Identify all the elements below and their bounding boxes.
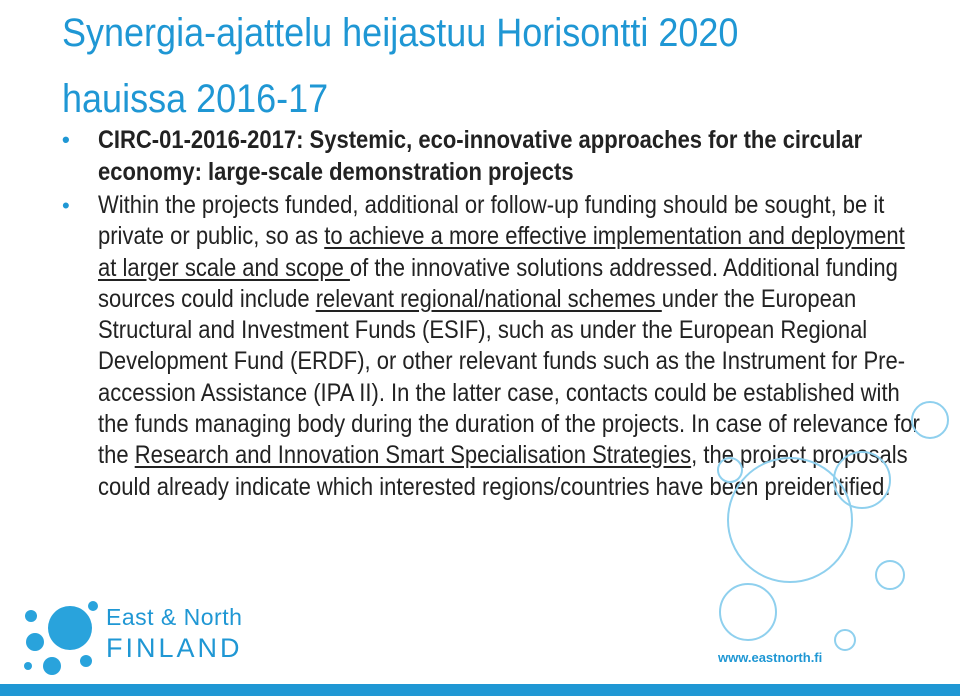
underlined-phrase-1: to achieve a more effective implementation and deployment at larger scale and scope: [98, 222, 905, 282]
title-line-1: Synergia-ajattelu heijastuu Horisontti 2020: [62, 11, 739, 55]
bottom-accent-bar: [0, 684, 960, 696]
logo-dot: [88, 601, 98, 611]
logo-dot: [24, 662, 32, 670]
bubble-outline: [835, 630, 855, 650]
bullet-2-part-3: under the European Structural and Investment Funds (ESIF), such as under the European Regional Development Fund (ERDF), or other relevant funds such as the Instrument for Pre-accession Assistance (IPA II). In the latter case, contacts could be established with the funds managing body during the duration of the projects. In case of relevance for the: [98, 284, 920, 470]
logo-dot: [80, 655, 92, 667]
logo-text-line-1: East & North: [106, 604, 243, 630]
bubble-outline: [720, 584, 776, 640]
title-line-2: hauissa 2016-17: [62, 77, 329, 121]
logo-dot: [25, 610, 37, 622]
bullet-2-part-4: , the project proposals could already indicate which interested regions/countries have been preidentified.: [98, 441, 908, 501]
logo-dot: [48, 606, 92, 650]
logo-dot: [26, 633, 44, 651]
bullet-2-part-1: Within the projects funded, additional or follow-up funding should be sought, be it private or public, so as: [98, 191, 885, 251]
bullet-dot-icon: •: [62, 127, 70, 152]
east-north-finland-logo: [106, 603, 243, 665]
bullet-1-text: CIRC-01-2016-2017: Systemic, eco-innovative approaches for the circular economy: large-scale demonstration projects: [98, 126, 863, 186]
underlined-phrase-2: relevant regional/national schemes: [315, 284, 662, 313]
bullet-2-text: [98, 190, 925, 503]
bullet-item-2: [56, 190, 956, 503]
logo-dot: [43, 657, 61, 675]
bullet-dot-icon: •: [62, 193, 70, 218]
slide-title: [62, 0, 854, 132]
bullet-list: [56, 124, 956, 503]
bullet-2-part-2: of the innovative solutions addressed. Additional funding sources could include: [98, 253, 898, 313]
bullet-item-1: [56, 124, 956, 188]
bubble-outline: [876, 561, 904, 589]
underlined-phrase-3: Research and Innovation Smart Specialisation Strategies: [134, 441, 692, 470]
logo-text-line-2: FINLAND: [106, 633, 243, 663]
footer-url: www.eastnorth.fi: [718, 650, 823, 665]
